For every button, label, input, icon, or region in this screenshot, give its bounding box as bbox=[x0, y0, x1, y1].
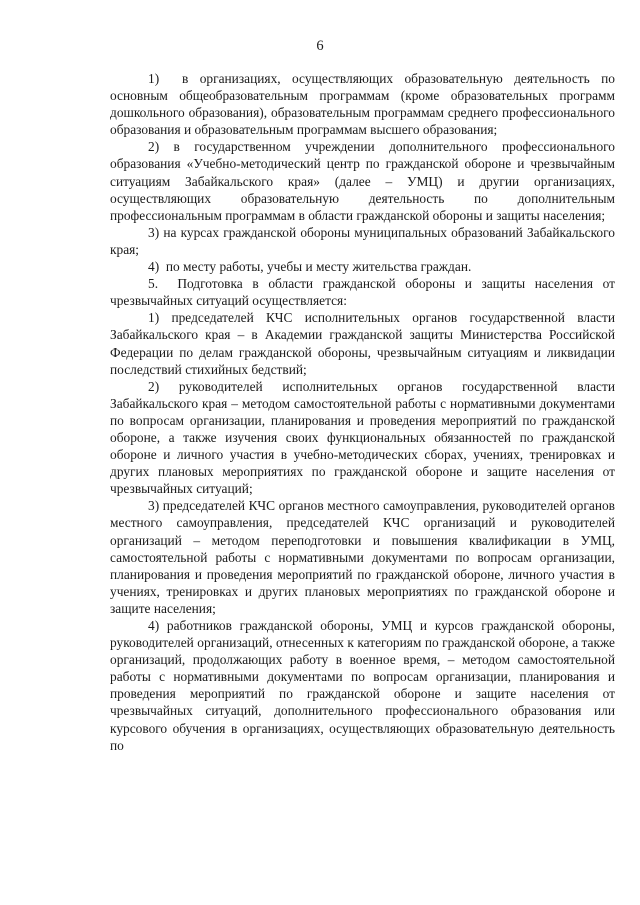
paragraph-5-2-executive-heads: 2) руководителей исполнительных органов государственной власти Забайкальского края – методом самостоятельной работы с нормативными документами по вопросам организации, планирования и проведения мероприятий по гражданской обороне, а также изучения своих функциональных обязанностей по гражданской обороне и личного участия в учебно-методических сборах, учениях, тренировках и других плановых мероприятиях по гражданской обороне и защите населения от чрезвычайных ситуаций; bbox=[110, 378, 615, 497]
paragraph-2-umc: 2) в государственном учреждении дополнительного профессионального образования «Учебно-методический центр по гражданской обороне и чрезвычайным ситуациям Забайкальского края» (далее – УМЦ) и другии организациях, осуществляющих образовательную деятельность по дополнительным профессиональным программам в области гражданской обороны и защиты населения; bbox=[110, 139, 615, 223]
page-number: 6 bbox=[316, 38, 324, 54]
paragraph-1-educational-organizations: 1) в организациях, осуществляющих образовательную деятельность по основным общеобразовательным программам (кроме образовательных программ дошкольного образования), образовательным программам среднего профессионального образования и образовательным программам высшего образования; bbox=[110, 71, 615, 138]
paragraph-section-5: 5. Подготовка в области гражданской обороны и защиты населения от чрезвычайных ситуаций осуществляется: bbox=[110, 276, 615, 309]
document-body bbox=[110, 70, 615, 754]
paragraph-5-1-kchs-chairmen: 1) председателей КЧС исполнительных органов государственной власти Забайкальского края – в Академии гражданской защиты Министерства Российской Федерации по делам гражданской обороны, чрезвычайным ситуациям и ликвидации последствий стихийных бедствий; bbox=[110, 310, 615, 377]
paragraph-5-4-civil-defense-workers: 4) работников гражданской обороны, УМЦ и курсов гражданской обороны, руководителей организаций, отнесенных к категориям по гражданской обороне, а также организаций, продолжающих работу в военное время, – методом самостоятельной работы с нормативными документами по вопросам организации, планирования и проведения мероприятий по гражданской обороне и защите населения от чрезвычайных ситуаций, дополнительного профессионального образования или курсового обучения в организациях, осуществляющих образовательную деятельность по bbox=[110, 618, 615, 753]
paragraph-3-civil-defense-courses: 3) на курсах гражданской обороны муниципальных образований Забайкальского края; bbox=[110, 224, 615, 257]
paragraph-4-place-of-work: 4) по месту работы, учебы и месту жительства граждан. bbox=[148, 259, 472, 275]
paragraph-5-3-local-government: 3) председателей КЧС органов местного самоуправления, руководителей органов местного самоуправления, председателей КЧС организаций и руководителей организаций – методом переподготовки и повышения квалификации в УМЦ, самостоятельной работы с нормативными документами по вопросам организации, планирования и проведения мероприятий по гражданской обороне, личного участия в учениях, тренировках и других плановых мероприятиях по гражданской обороне и защите населения; bbox=[110, 498, 615, 616]
